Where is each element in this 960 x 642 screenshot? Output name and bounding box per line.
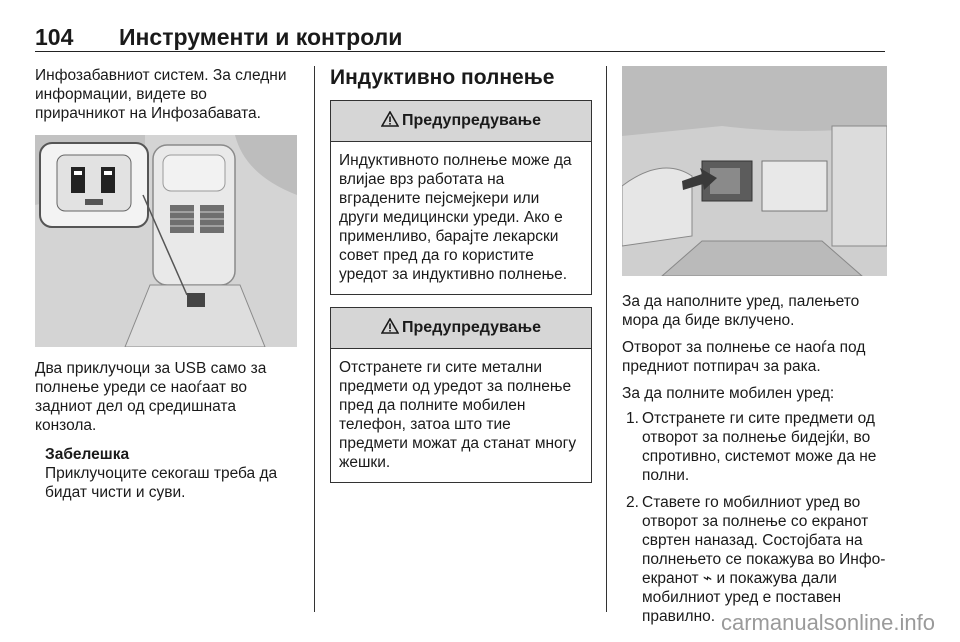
note-title: Забелешка [45, 446, 130, 463]
intro-paragraph: Инфозабавниот систем. За следни информации, видете во прирачникот на Инфозабавата. [35, 67, 287, 122]
column-middle [330, 66, 592, 495]
column-right [622, 66, 887, 634]
warning-icon [381, 318, 399, 339]
ignition-paragraph: За да наполните уред, палењето мора да биде вклучено. [622, 293, 860, 329]
section-heading: Индуктивно полнење [330, 66, 555, 89]
warning-title: Предупредување [402, 112, 541, 129]
warning-header [331, 101, 591, 142]
note-body: Приклучоците секогаш треба да бидат чисти и суви. [45, 465, 278, 501]
usb-paragraph: Два приклучоци за USB само за полнење уреди се наоѓаат во задниот дел од средишната конзола. [35, 360, 267, 434]
slot-location-paragraph: Отворот за полнење се наоѓа под предниот потпирач за рака. [622, 339, 866, 375]
steps-intro: За да полните мобилен уред: [622, 385, 835, 402]
page-header [35, 18, 885, 52]
column-divider-left [314, 66, 315, 612]
warning-body: Отстранете ги сите метални предмети од уредот за полнење пред да полните мобилен телефон, затоа што тие предмети можат да станат многу жешки. [339, 359, 577, 471]
warning-icon [381, 111, 399, 132]
list-item: 1. Отстранете ги сите предмети од отворот за полнење бидејќи, во спротивно, системот може да не полни. [626, 410, 877, 484]
warning-header [331, 308, 591, 349]
list-item: 2. Ставете го мобилниот уред во отворот за полнење со екранот свртен наназад. Состојбата на полнењето се покажува во Инфо-екранот ⌁ и покажува дали мобилниот уред е поставен правилно. [626, 494, 886, 625]
page-title: Инструменти и контроли [119, 24, 403, 50]
warning-title: Предупредување [402, 319, 541, 336]
watermark: carmanualsonline.info [720, 610, 935, 635]
warning-box [330, 100, 592, 295]
steps-list [622, 409, 887, 626]
header-rule [35, 51, 885, 52]
page-number: 104 [35, 24, 74, 50]
warning-box [330, 307, 592, 483]
charging-slot-figure [622, 66, 887, 276]
column-left [35, 66, 297, 502]
usb-console-figure [35, 135, 297, 347]
warning-body: Индуктивното полнење може да влијае врз работата на вградените пејсмејкери или други медицински уреди. Ако е применливо, барајте лекарски совет пред да го користите уредот за индуктивно полнење. [339, 152, 572, 283]
column-divider-right [606, 66, 607, 612]
